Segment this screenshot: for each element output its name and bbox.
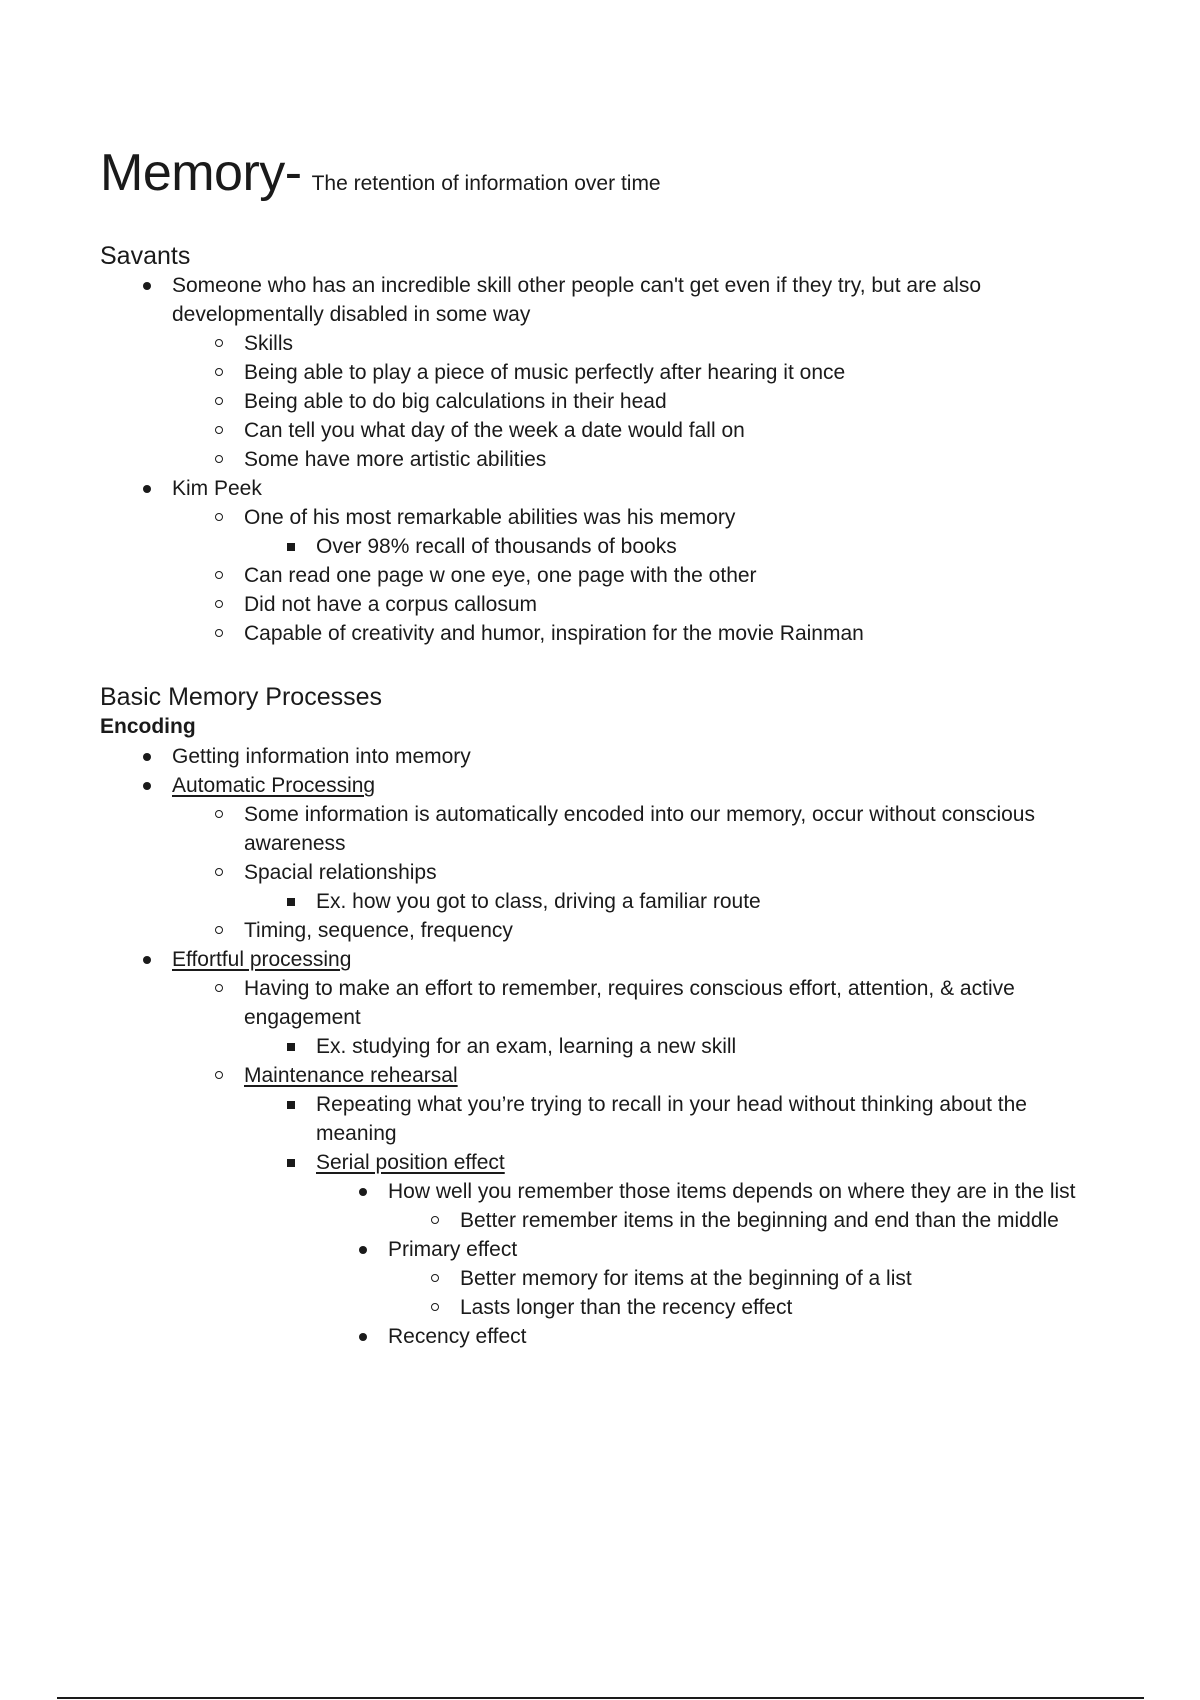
list-item: Maintenance rehearsal Repeating what you’re trying to recall in your head without thinking about the meaning Serial position effect How well you remember those items depends on where they are in the list Better remember items in the beginning and end than the middle Primary effect Better memory for items at the beginning of a list Lasts longer than the recency effect Recency effect [172, 1061, 1100, 1351]
sublist [172, 329, 1060, 474]
sublist [172, 800, 1100, 945]
list-item: Primary effect Better memory for items at the beginning of a list Lasts longer than the recency effect [316, 1235, 1100, 1322]
list-item: Repeating what you’re trying to recall in your head without thinking about the meaning [244, 1090, 1100, 1148]
list-item: Some information is automatically encoded into our memory, occur without conscious awareness [172, 800, 1100, 858]
list-item: Can read one page w one eye, one page with the other [172, 561, 1100, 590]
bullet-circle-icon [210, 445, 230, 474]
list-item: Did not have a corpus callosum [172, 590, 1100, 619]
list-item: Ex. how you got to class, driving a familiar route [244, 887, 1100, 916]
bullet-circle-icon [210, 619, 230, 648]
bullet-dot-icon [138, 742, 158, 771]
bullet-circle-icon [210, 974, 230, 1003]
list-item: Better memory for items at the beginning of a list [388, 1264, 1100, 1293]
bullet-circle-icon [210, 590, 230, 619]
savants-heading: Savants [100, 242, 191, 270]
sublist [244, 887, 1100, 916]
bullet-dot-icon [138, 945, 158, 974]
list-item: Capable of creativity and humor, inspiration for the movie Rainman [172, 619, 1100, 648]
sublist [316, 1177, 1100, 1351]
bullet-circle-icon [210, 387, 230, 416]
page-title: Memory- [100, 144, 302, 202]
sublist [244, 1090, 1100, 1351]
processes-heading: Basic Memory Processes [100, 683, 383, 711]
list-item: Serial position effect How well you remember those items depends on where they are in the list Better remember items in the beginning and end than the middle Primary effect Better memory for items at the beginning of a list Lasts longer than the recency effect Recency effect [244, 1148, 1100, 1351]
encoding-subheading: Encoding [100, 715, 196, 738]
bullet-dot-icon [138, 271, 158, 300]
bullet-square-icon [282, 1032, 302, 1061]
list-item: Timing, sequence, frequency [172, 916, 1100, 945]
bullet-dot-icon [354, 1322, 374, 1351]
title-row [100, 145, 1100, 201]
footer-divider [57, 1697, 1144, 1699]
list-item: Someone who has an incredible skill other people can't get even if they try, but are also developmentally disabled in some way Skills Being able to play a piece of music perfectly after hearing it once Being able to do big calculations in their head Can tell you what day of the week a date would fall on Some have more artistic abilities [100, 271, 1100, 474]
savants-list [100, 271, 1100, 648]
list-item: Better remember items in the beginning and end than the middle [388, 1206, 1100, 1235]
page-subtitle: The retention of information over time [311, 172, 661, 195]
list-item: Being able to do big calculations in their head [172, 387, 1060, 416]
sublist [244, 1032, 1100, 1061]
bullet-dot-icon [354, 1235, 374, 1264]
bullet-circle-icon [426, 1264, 446, 1293]
bullet-circle-icon [426, 1206, 446, 1235]
sublist [172, 503, 1100, 648]
bullet-circle-icon [210, 561, 230, 590]
list-item: Kim Peek One of his most remarkable abilities was his memory Over 98% recall of thousands of books Can read one page w one eye, one page with the other Did not have a corpus callosum Capable of creativity and humor, inspiration for the movie Rainman [100, 474, 1100, 648]
bullet-circle-icon [210, 916, 230, 945]
encoding-list [100, 742, 1100, 1351]
bullet-circle-icon [210, 800, 230, 829]
sublist [388, 1264, 1100, 1322]
bullet-square-icon [282, 887, 302, 916]
list-item: Some have more artistic abilities [172, 445, 1060, 474]
list-item: Automatic Processing Some information is automatically encoded into our memory, occur without conscious awareness Spacial relationships Ex. how you got to class, driving a familiar route Timing, sequence, frequency [100, 771, 1100, 945]
bullet-circle-icon [426, 1293, 446, 1322]
list-item: Being able to play a piece of music perfectly after hearing it once [172, 358, 1060, 387]
bullet-circle-icon [210, 329, 230, 358]
list-item: Skills [172, 329, 1060, 358]
list-item: Having to make an effort to remember, requires conscious effort, attention, & active engagement Ex. studying for an exam, learning a new skill [172, 974, 1100, 1061]
bullet-circle-icon [210, 358, 230, 387]
list-item: How well you remember those items depends on where they are in the list Better remember items in the beginning and end than the middle [316, 1177, 1100, 1235]
document-page [100, 145, 1100, 1351]
bullet-square-icon [282, 1148, 302, 1177]
list-item: Getting information into memory [100, 742, 1100, 771]
bullet-dot-icon [138, 474, 158, 503]
bullet-circle-icon [210, 503, 230, 532]
list-item: Lasts longer than the recency effect [388, 1293, 1100, 1322]
sublist [388, 1206, 1100, 1235]
list-item: Ex. studying for an exam, learning a new skill [244, 1032, 1100, 1061]
bullet-circle-icon [210, 858, 230, 887]
list-item: Recency effect [316, 1322, 1100, 1351]
list-item: One of his most remarkable abilities was his memory Over 98% recall of thousands of books [172, 503, 1100, 561]
bullet-dot-icon [138, 771, 158, 800]
list-item: Spacial relationships Ex. how you got to class, driving a familiar route [172, 858, 1100, 916]
sublist [244, 532, 1100, 561]
bullet-square-icon [282, 532, 302, 561]
sublist [172, 974, 1100, 1351]
list-item: Over 98% recall of thousands of books [244, 532, 1100, 561]
list-item: Can tell you what day of the week a date would fall on [172, 416, 1060, 445]
bullet-square-icon [282, 1090, 302, 1119]
bullet-circle-icon [210, 1061, 230, 1090]
bullet-dot-icon [354, 1177, 374, 1206]
bullet-circle-icon [210, 416, 230, 445]
list-item: Effortful processing Having to make an effort to remember, requires conscious effort, attention, & active engagement Ex. studying for an exam, learning a new skill Maintenance rehearsal Repeating what you’re trying to recall in your head without thinking about the meaning Serial position effect How well you remember those items depends on where they are in the list Better remember items in the beginning and end than the middle Primary effect Better memory for items at the beginning of a list Lasts longer than the recency effect Recency effect [100, 945, 1100, 1351]
